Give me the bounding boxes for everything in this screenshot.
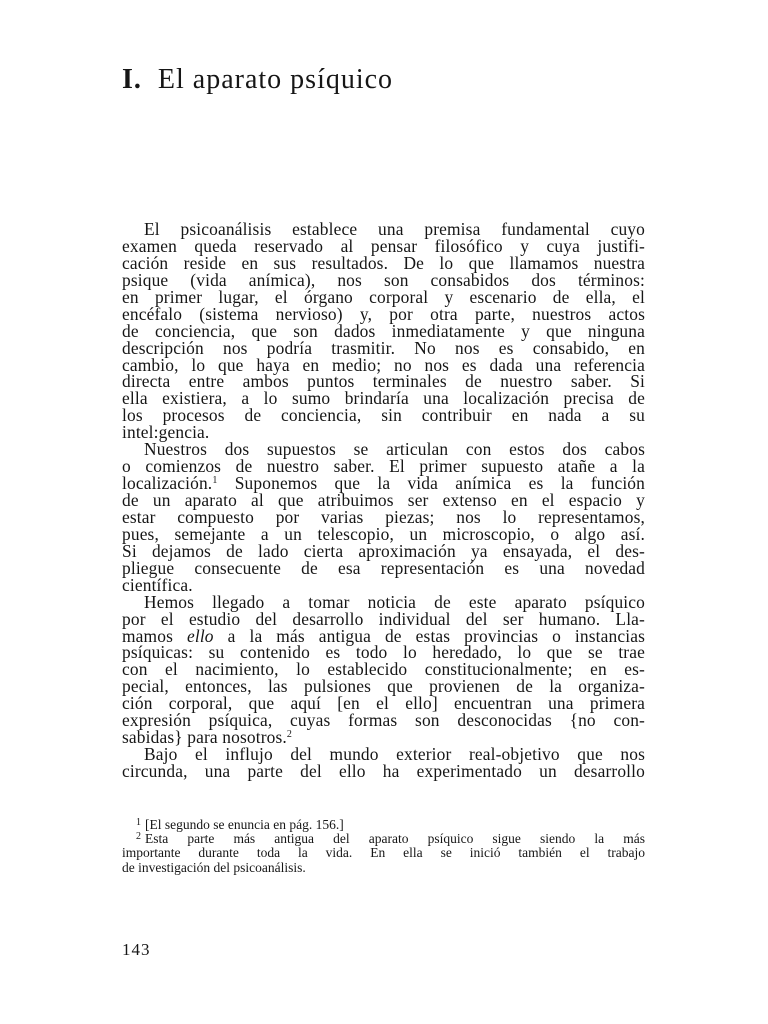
text-line: ción corporal, que aquí [en el ello] encuentran una primera	[122, 693, 645, 714]
footnote-ref-2: 2	[286, 729, 293, 741]
text-line: Nuestros dos supuestos se articulan con estos dos cabos	[144, 439, 645, 460]
footnote-1	[122, 818, 645, 832]
text-line: directa entre ambos puntos terminales de nuestro saber. Si	[122, 371, 645, 392]
text-line: pues, semejante a un telescopio, un microscopio, o algo así.	[122, 523, 645, 544]
text-line: o comienzos de nuestro saber. El primer supuesto atañe a la	[122, 456, 645, 477]
footnote-2-cont: de investigación del psicoanálisis.	[122, 859, 306, 875]
chapter-number: I.	[122, 64, 142, 95]
text-line: pecial, entonces, las pulsiones que provienen de la organiza-	[122, 676, 645, 697]
text-line: examen queda reservado al pensar filosófico y cuya justifi-	[122, 235, 645, 256]
text-line: los procesos de conciencia, sin contribuir en nada a su	[122, 405, 645, 426]
footnote-mark: 1	[136, 817, 141, 828]
text-line: pliegue consecuente de esa representación es una novedad	[122, 557, 645, 578]
footnote-ref-1: 1	[212, 475, 218, 487]
text-line: ella existiera, a lo sumo brindaría una localización precisa de	[122, 388, 645, 409]
body-text	[122, 221, 645, 780]
footnote-mark: 2	[136, 831, 141, 843]
text-line: en primer lugar, el órgano corporal y escenario de ella, el	[122, 286, 645, 307]
text-line: intel:gencia.	[122, 422, 210, 443]
text-segment: sabidas} para nosotros.	[122, 727, 287, 748]
footnotes	[122, 818, 645, 875]
text-line: psique (vida anímica), nos son consabidos dos términos:	[122, 269, 645, 290]
text-line: El psicoanálisis establece una premisa fundamental cuyo	[144, 219, 645, 239]
text-line: encéfalo (sistema nervioso) y, por otra parte, nuestros actos	[122, 303, 645, 324]
text-line: de conciencia, que son dados inmediatamente y que ninguna	[122, 320, 645, 341]
text-line: psíquicas: su contenido es todo lo heredado, lo que se trae	[122, 642, 645, 663]
text-segment: a la más antigua de estas provincias o instancias	[213, 625, 646, 646]
text-line: descripción nos podría trasmitir. No nos es consabido, en	[122, 337, 645, 358]
text-line: científica.	[122, 574, 193, 595]
text-line: circunda, una parte del ello ha experimentado un desarrollo	[122, 761, 645, 781]
text-line: Hemos llegado a tomar noticia de este aparato psíquico	[144, 591, 645, 612]
text-line: con el nacimiento, lo establecido constitucionalmente; en es-	[122, 659, 645, 680]
text-line: expresión psíquica, cuyas formas son desconocidas {no con-	[122, 710, 645, 731]
text-line: cación reside en sus resultados. De lo que llamamos nuestra	[122, 252, 645, 273]
text-line: por el estudio del desarrollo individual del ser humano. Lla-	[122, 608, 645, 629]
text-line: cambio, lo que haya en medio; no nos es dada una referencia	[122, 354, 645, 375]
footnote-2-cont: importante durante toda la vida. En ella se inició también el trabajo	[122, 845, 645, 861]
text-line: Si dejamos de lado cierta aproximación ya ensayada, el des-	[122, 540, 645, 561]
page-number: 143	[122, 940, 151, 959]
footnote-2	[122, 832, 645, 846]
text-line: Bajo el influjo del mundo exterior real-objetivo que nos	[144, 744, 645, 765]
footnote-text: Esta parte más antigua del aparato psíquico sigue siendo la más	[145, 831, 645, 847]
text-segment: Suponemos que la vida anímica es la función	[217, 473, 645, 494]
footnote-text: [El segundo se enuncia en pág. 156.]	[145, 817, 344, 832]
italic-term: ello	[186, 625, 214, 646]
text-line: de un aparato al que atribuimos ser extenso en el espacio y	[122, 490, 645, 510]
chapter-title-text: El aparato psíquico	[157, 64, 394, 95]
text-line: estar compuesto por varias piezas; nos lo representamos,	[122, 506, 645, 527]
chapter-title	[122, 64, 393, 96]
text-segment: localización.	[122, 473, 213, 494]
text-segment: mamos	[122, 625, 187, 646]
